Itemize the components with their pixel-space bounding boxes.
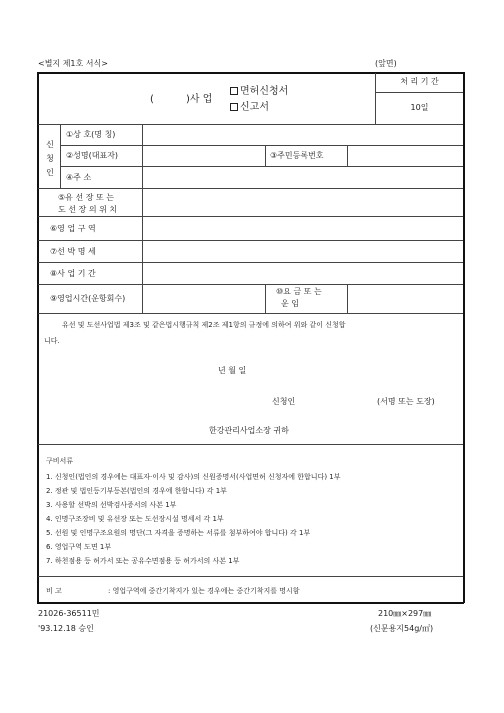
- form-bottom-border: [37, 602, 464, 604]
- note-label: 비 고: [46, 587, 62, 595]
- business-period-field[interactable]: [143, 263, 463, 284]
- declaration-text-2: 니다.: [44, 337, 60, 345]
- form-right-border: [463, 72, 465, 603]
- approval-date: '93.12.18 승인: [38, 624, 94, 633]
- address-label: ④주 소: [66, 173, 92, 182]
- form-top-border: [37, 72, 464, 74]
- resident-no-label: ③주민등록번호: [270, 151, 324, 160]
- required-doc-item: 5. 선원 및 인명구조요원의 명단(그 자격을 증명하는 서류를 첨부하여야 합니다) 각 1부: [46, 529, 311, 537]
- required-doc-item: 1. 신청인(법인의 경우에는 대표자·이사 및 감사)의 신원증명서(사업면허 신청자에 한합니다) 1부: [46, 473, 341, 481]
- business-area-field[interactable]: [143, 217, 463, 240]
- fare-label-1: ⑩요 금 또 는: [276, 287, 322, 296]
- processing-period-label: 처 리 기 간: [400, 77, 439, 86]
- applicant-group-divider: [60, 124, 61, 188]
- form-left-border: [37, 72, 39, 603]
- form-number: 21026-36511민: [38, 609, 100, 618]
- title-business: )사 업: [186, 94, 213, 105]
- trade-name-field[interactable]: [143, 125, 463, 145]
- title-option-report: [230, 103, 269, 113]
- row-line-hours: [38, 313, 463, 314]
- address-field[interactable]: [143, 167, 463, 188]
- report-label: 신고서: [240, 102, 269, 113]
- name-rep-label: ②성명(대표자): [66, 151, 119, 160]
- paper-size: 210㎜×297㎜: [378, 609, 432, 618]
- front-side-label: (앞면): [375, 59, 397, 68]
- period-mid-line: [375, 92, 463, 93]
- signature-label: (서명 또는 도장): [377, 397, 435, 406]
- required-docs-bottom-line: [38, 576, 463, 577]
- fare-label-2: 운 임: [281, 299, 299, 308]
- trade-name-label: ①상 호(명 칭): [66, 130, 116, 139]
- business-period-label: ⑧사 업 기 간: [50, 269, 96, 278]
- applicant-char-2: 청: [46, 154, 54, 163]
- dock-location-field[interactable]: [143, 189, 463, 216]
- form-title: [150, 85, 340, 119]
- report-checkbox-icon[interactable]: [230, 103, 238, 111]
- business-area-label: ⑥영 업 구 역: [50, 224, 96, 233]
- required-doc-item: 7. 하천점용 등 허가서 또는 공유수면점용 등 허가서의 사본 1부: [46, 557, 240, 565]
- vessel-spec-label: ⑦선 박 명 세: [50, 247, 96, 256]
- fare-field[interactable]: [348, 285, 463, 313]
- resident-label-left: [265, 145, 266, 166]
- title-option-license: [230, 87, 288, 97]
- title-paren-open: (: [150, 94, 154, 105]
- applicant-char-1: 신: [46, 140, 54, 149]
- declaration-text-1: 유선 및 도선사업법 제3조 및 같은법시행규칙 제2조 제1항의 규정에 의하여 위와 같이 신청합: [62, 321, 346, 329]
- name-rep-field[interactable]: [143, 146, 264, 166]
- applicant-group-label: [43, 138, 57, 180]
- fare-label-left: [265, 284, 266, 313]
- operating-hours-label: ⑨영업시간(운항회수): [50, 294, 126, 303]
- date-line: 년 월 일: [218, 366, 247, 375]
- note-text: : 영업구역에 중간기착지가 있는 경우에는 중간기착지를 명시함: [108, 587, 300, 595]
- declaration-bottom-line: [38, 444, 463, 445]
- resident-no-field[interactable]: [348, 146, 463, 166]
- addressee: 한강관리사업소장 귀하: [209, 426, 289, 435]
- dock-location-label-2: 도 선 장 의 위 치: [58, 205, 118, 214]
- applicant-sign-label: 신청인: [272, 397, 296, 406]
- required-doc-item: 6. 영업구역 도면 1부: [46, 543, 112, 551]
- required-doc-item: 2. 정관 및 법인등기부등본(법인의 경우에 한합니다) 각 1부: [46, 487, 227, 495]
- form-reference: <별지 제1호 서식>: [38, 59, 108, 68]
- required-docs-title: 구비서류: [46, 457, 74, 465]
- required-doc-item: 4. 인명구조장비 및 유선장 또는 도선장시설 명세서 각 1부: [46, 515, 224, 523]
- processing-period-value: 10일: [410, 103, 429, 112]
- license-label: 면허신청서: [240, 86, 289, 97]
- vessel-spec-field[interactable]: [143, 241, 463, 262]
- paper-spec: (신문용지54g/㎡): [370, 624, 434, 633]
- applicant-char-3: 인: [46, 168, 54, 177]
- dock-location-label-1: ⑤유 선 장 또 는: [58, 193, 114, 202]
- required-doc-item: 3. 사용할 선박의 선박검사증서의 사본 1부: [46, 501, 177, 509]
- license-checkbox-icon[interactable]: [230, 87, 238, 95]
- operating-hours-field[interactable]: [143, 285, 265, 313]
